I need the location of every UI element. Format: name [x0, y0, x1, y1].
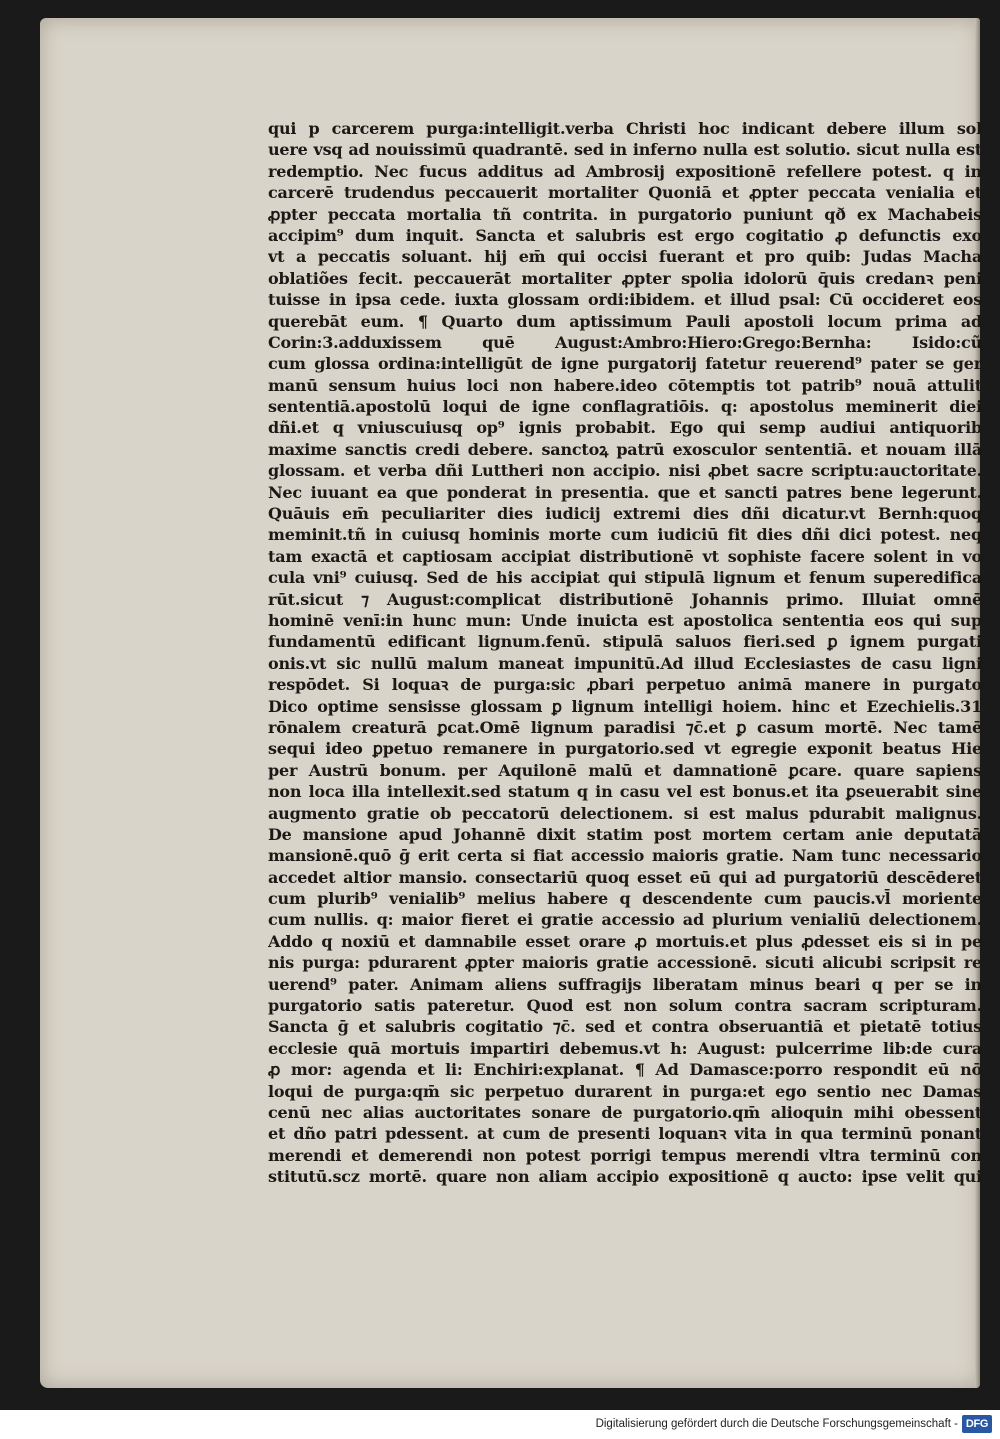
text-line: et dño patri pdessent. at cum de presenti loquanꝛ vita in qua terminū ponant	[268, 1124, 982, 1144]
text-line: mansionē.quō ḡ erit certa si fiat accessio maioris gratie. Nam tunc necessario	[268, 846, 982, 866]
text-line: accedet altior mansio. consectariū quoq esset eū qui ad purgatoriū descēderet	[268, 867, 982, 887]
text-line: Addo q noxiū et damnabile esset orare ꝓ mortuis.et plus ꝓdesset eis si in pe	[268, 931, 982, 951]
text-line: sententiā.apostolū loqui de igne conflagratiōis. q: apostolus meminerit diei	[268, 397, 982, 417]
text-line: per Austrū bonum. per Aquilonē malū et damnationē ꝑcare. quare sapiens	[268, 760, 982, 780]
text-line: onis.vt sic nullū malum maneat impunitū.Ad illud Ecclesiastes de casu ligni	[268, 653, 982, 673]
text-line: querebāt eum. ¶ Quarto dum aptissimum Pauli apostoli locum prima ad	[268, 311, 982, 331]
text-line: tuisse in ipsa cede. iuxta glossam ordi:ibidem. et illud psal: Cū occideret eos	[268, 290, 982, 310]
text-line: Corin:3.adduxissem quē August:Ambro:Hiero:Grego:Bernha: Isido:cũ	[268, 332, 982, 352]
text-line: accipim⁹ dum inquit. Sancta et salubris est ergo cogitatio ꝓ defunctis exo	[268, 225, 982, 245]
text-line: respōdet. Si loquaꝛ de purga:sic ꝓbari perpetuo animā manere in purgato	[268, 675, 982, 695]
text-line: fundamentū edificant lignum.fenū. stipulā saluos fieri.sed ꝑ ignem purgati	[268, 632, 982, 652]
text-line: uerend⁹ pater. Animam aliens suffragijs liberatam minus beari q per se in	[268, 974, 982, 994]
text-line: vt a peccatis soluant. hij em̄ qui occisi fuerant et pro quib: Judas Macha	[268, 247, 982, 267]
text-line: sequi ideo ꝑpetuo remanere in purgatorio.sed vt egregie exponit beatus Hie	[268, 739, 982, 759]
text-line: Dico optime sensisse glossam ꝑ lignum intelligi hoiem. hinc et Ezechielis.31	[268, 696, 982, 716]
text-line: maxime sanctis credi debere. sanctoꝝ patrū exosculor sententiā. et nouam illā	[268, 439, 982, 459]
text-line: ꝓ mor: agenda et li: Enchiri:explanat. ¶ Ad Damasce:porro respondit eū nō	[268, 1060, 982, 1080]
text-line: De mansione apud Johannē dixit statim post mortem certam anie deputatā	[268, 824, 982, 844]
text-line: ꝓpter peccata mortalia tñ contrita. in purgatorio puniunt qð ex Machabeis	[268, 204, 982, 224]
dfg-logo: DFG	[962, 1415, 992, 1433]
text-line: manū sensum huius loci non habere.ideo cōtemptis tot patrib⁹ nouā attulit	[268, 375, 982, 395]
text-line: oblatiões fecit. peccauerāt mortaliter ꝓpter spolia idolorū q̄uis credanꝛ peni	[268, 268, 982, 288]
text-line: nis purga: pdurarent ꝓpter maioris gratie accessionē. sicuti alicubi scripsit re	[268, 953, 982, 973]
text-line: uere vsq ad nouissimū quadrantē. sed in inferno nulla est solutio. sicut nulla est	[268, 140, 982, 160]
text-line: dñi.et q vniuscuiusq op⁹ ignis probabit. Ego qui semp audiui antiquorib	[268, 418, 982, 438]
text-line: rūt.sicut ⁊ August:complicat distributionē Johannis primo. Illuiat omnē	[268, 589, 982, 609]
text-column	[268, 118, 982, 1188]
text-line: Quāuis em̄ peculiariter dies iudicij extremi dies dñi dicatur.vt Bernh:quoq	[268, 504, 982, 524]
text-line: tam exactā et captiosam accipiat distributionē vt sophiste facere solent in vo	[268, 546, 982, 566]
text-line: hominē venī:in hunc mun: Unde inuicta est apostolica sententia eos qui sup	[268, 610, 982, 630]
text-line: loqui de purga:qm̄ sic perpetuo durarent in purga:et ego sentio nec Damas	[268, 1081, 982, 1101]
text-line: Nec iuuant ea que ponderat in presentia. que et sancti patres bene legerunt.	[268, 482, 982, 502]
text-line: redemptio. Nec fucus additus ad Ambrosij expositionē refellere potest. q in	[268, 161, 982, 181]
text-line: purgatorio satis pateretur. Quod est non solum contra sacram scripturam.	[268, 996, 982, 1016]
text-line: cenū nec alias auctoritates sonare de purgatorio.qm̄ alioquin mihi obessent	[268, 1102, 982, 1122]
text-line: glossam. et verba dñi Luttheri non accipio. nisi ꝓbet sacre scriptu:auctoritate.	[268, 461, 982, 481]
text-line: cum plurib⁹ venialib⁹ melius habere q descendente cum paucis.vl̄ moriente	[268, 889, 982, 909]
text-line: cula vni⁹ cuiusq. Sed de his accipiat qui stipulā lignum et fenum superedifica	[268, 568, 982, 588]
footer-bar	[0, 1410, 1000, 1439]
text-line: stitutū.scz mortē. quare non aliam accipio expositionē q aucto: ipse velit qui	[268, 1167, 982, 1187]
text-line: Sancta ḡ et salubris cogitatio ⁊c̄. sed et contra obseruantiā et pietatē totius	[268, 1017, 982, 1037]
text-line: cum nullis. q: maior fieret ei gratie accessio ad plurium venialiū delectionem.	[268, 910, 982, 930]
text-line: qui p carcerem purga:intelligit.verba Christi hoc indicant debere illum sol	[268, 119, 982, 138]
text-line: cum glossa ordina:intelligūt de igne purgatorij fatetur reuerend⁹ pater se ger	[268, 354, 982, 374]
text-line: merendi et demerendi non potest porrigi tempus merendi vltra terminū con	[268, 1145, 982, 1165]
funding-credit: Digitalisierung gefördert durch die Deutsche Forschungsgemeinschaft -	[595, 1418, 958, 1430]
text-line: meminit.tñ in cuiusq hominis morte cum iudiciū fit dies dñi dici potest. neq	[268, 525, 982, 545]
text-line: ecclesie quā mortuis impartiri debemus.vt h: August: pulcerrime lib:de cura	[268, 1038, 982, 1058]
text-line: augmento gratie ob peccatorū delectionem. si est malus pdurabit malignus.	[268, 803, 982, 823]
text-line: rōnalem creaturā ꝑcat.Omē lignum paradisi ⁊c̄.et ꝑ casum mortē. Nec tamē	[268, 717, 982, 737]
book-page	[40, 18, 980, 1388]
text-line: non loca illa intellexit.sed statum q in casu vel est bonus.et ita ꝑseuerabit sine	[268, 782, 982, 802]
text-line: carcerē trudendus peccauerit mortaliter Quoniā et ꝓpter peccata venialia et	[268, 183, 982, 203]
